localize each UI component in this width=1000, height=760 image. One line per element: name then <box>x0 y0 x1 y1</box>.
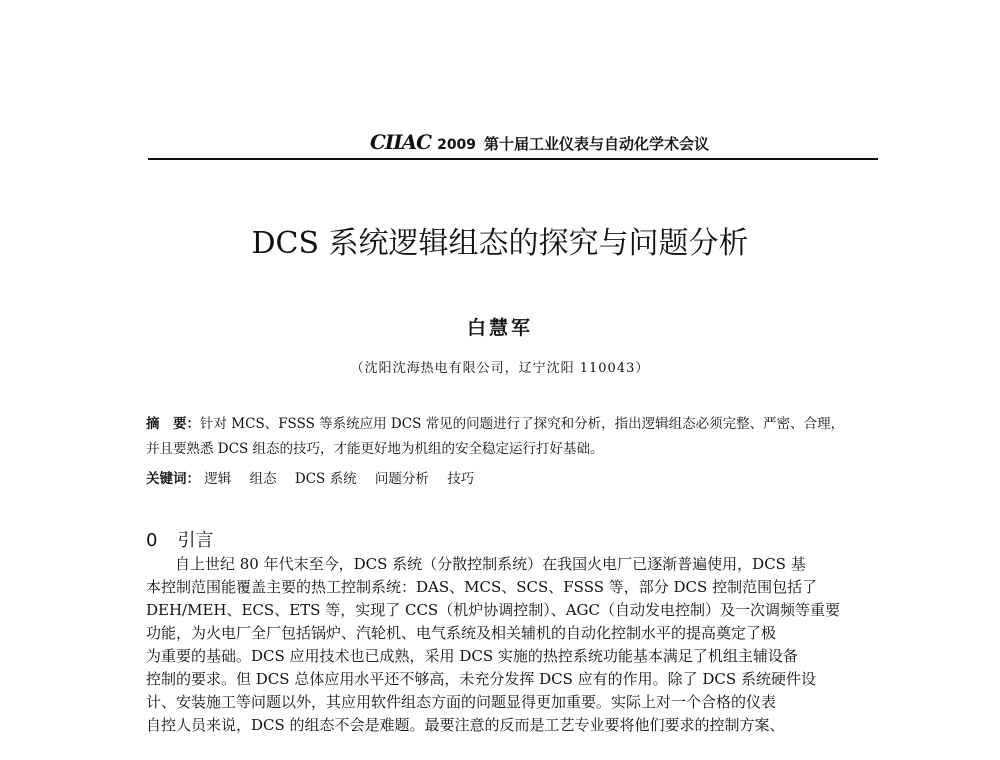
body-paragraph <box>146 553 881 737</box>
conference-logo: CIIAC <box>370 130 432 154</box>
header-text <box>370 130 709 154</box>
author-affiliation: （沈阳沈海热电有限公司，辽宁沈阳 110043） <box>350 361 650 376</box>
body-line: 自控人员来说，DCS 的组态不会是难题。最要注意的反而是工艺专业要将他们要求的控制方案、 <box>146 716 785 734</box>
keywords-label: 关键词： <box>146 471 200 487</box>
keywords <box>146 467 488 487</box>
author-name: 白慧军 <box>466 317 533 339</box>
body-line: 为重要的基础。DCS 应用技术也已成熟，采用 DCS 实施的热控系统功能基本满足了机组主辅设备 <box>146 647 798 665</box>
abstract-label: 摘 要： <box>146 416 200 432</box>
keyword: 组态 <box>249 471 277 487</box>
body-line: 功能，为火电厂全厂包括锅炉、汽轮机、电气系统及相关辅机的自动化控制水平的提高奠定了极 <box>146 624 777 642</box>
keyword: 问题分析 <box>374 471 429 487</box>
conference-header <box>148 128 878 160</box>
body-line: 自上世纪 80 年代末至今，DCS 系统（分散控制系统）在我国火电厂已逐渐普遍使用，DCS 基 <box>175 555 806 573</box>
abstract-line-2: 并且要熟悉 DCS 组态的技巧，才能更好地为机组的安全稳定运行打好基础。 <box>146 441 604 457</box>
keyword: 技巧 <box>447 471 475 487</box>
abstract <box>146 412 886 462</box>
body-line: 本控制范围能覆盖主要的热工控制系统：DAS、MCS、SCS、FSSS 等，部分 DCS 控制范围包括了 <box>146 578 818 596</box>
section-title: 引言 <box>177 530 214 551</box>
conference-year: 2009 <box>437 137 477 153</box>
abstract-text-1: 针对 MCS、FSSS 等系统应用 DCS 常见的问题进行了探究和分析，指出逻辑组态必须完整、严密、合理， <box>200 416 845 432</box>
keyword: DCS 系统 <box>294 471 357 487</box>
body-line: 计、安装施工等问题以外，其应用软件组态方面的问题显得更加重要。实际上对一个合格的仪表 <box>146 693 777 711</box>
body-line: 控制的要求。但 DCS 总体应用水平还不够高，未充分发挥 DCS 应有的作用。除了 DCS 系统硬件设 <box>146 670 816 688</box>
abstract-line-1 <box>146 412 886 437</box>
section-heading <box>146 526 213 552</box>
section-number: 0 <box>146 530 158 551</box>
conference-name: 第十届工业仪表与自动化学术会议 <box>484 135 710 153</box>
keyword: 逻辑 <box>204 471 232 487</box>
body-line: DEH/MEH、ECS、ETS 等，实现了 CCS（机炉协调控制）、AGC（自动发电控制）及一次调频等重要 <box>146 601 840 619</box>
paper-title: DCS 系统逻辑组态的探究与问题分析 <box>251 226 749 261</box>
